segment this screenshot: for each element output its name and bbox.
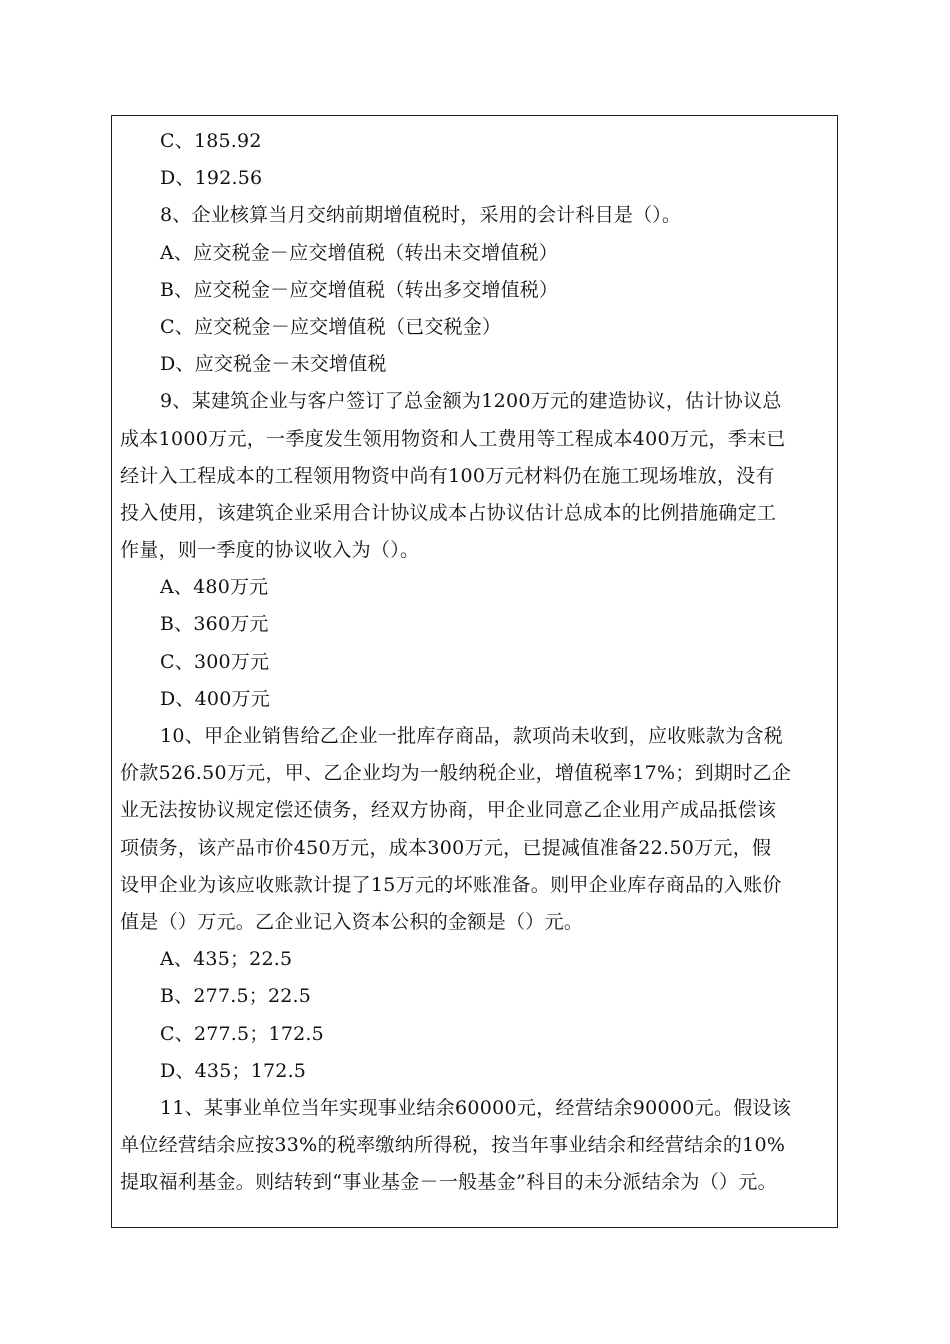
question-11 [120, 1090, 826, 1202]
option-line: C、应交税金－应交增值税（已交税金） [160, 315, 502, 338]
option-line: A、应交税金－应交增值税（转出未交增值税） [160, 241, 558, 264]
question-text-line: 经计入工程成本的工程领用物资中尚有100万元材料仍在施工现场堆放，没有 [120, 464, 775, 487]
question-text-line: 投入使用，该建筑企业采用合计协议成本占协议估计总成本的比例措施确定工 [120, 501, 777, 524]
question-10 [120, 718, 826, 941]
question-text-line: 作量，则一季度的协议收入为（）。 [120, 539, 420, 562]
question-text-line: 提取福利基金。则结转到“事业基金－一般基金”科目的未分派结余为（）元。 [120, 1171, 777, 1194]
question-text-line: 11、某事业单位当年实现事业结余60000元，经营结余90000元。假设该 [160, 1096, 792, 1119]
question-text-line: 10、甲企业销售给乙企业一批库存商品，款项尚未收到，应收账款为含税 [160, 725, 784, 747]
option-line: D、435；172.5 [160, 1059, 307, 1082]
option-line: D、应交税金－未交增值税 [160, 353, 387, 376]
question-text-line: 单位经营结余应按33%的税率缴纳所得税，按当年事业结余和经营结余的10% [120, 1134, 786, 1157]
option-line: D、192.56 [160, 167, 263, 190]
question-text-line: 成本1000万元，一季度发生领用物资和人工费用等工程成本400万元，季末已 [120, 427, 786, 450]
option-line: D、400万元 [160, 687, 270, 710]
option-line: B、应交税金－应交增值税（转出多交增值税） [160, 278, 559, 301]
option-line: B、277.5；22.5 [160, 985, 312, 1008]
document-frame [111, 115, 838, 1228]
option-line: C、300万元 [160, 650, 270, 673]
option-line: A、435；22.5 [160, 948, 293, 971]
option-line: C、277.5；172.5 [160, 1022, 324, 1045]
option-line: B、360万元 [160, 613, 269, 636]
question-text-line: 值是（）万元。乙企业记入资本公积的金额是（）元。 [120, 910, 584, 933]
question-text-line: 9、某建筑企业与客户签订了总金额为1200万元的建造协议，估计协议总 [160, 390, 782, 413]
question-text-line: 项债务，该产品市价450万元，成本300万元，已提减值准备22.50万元，假 [120, 836, 772, 859]
option-line: A、480万元 [160, 576, 269, 599]
question-text-line: 价款526.50万元，甲、乙企业均为一般纳税企业，增值税率17%；到期时乙企 [120, 762, 792, 785]
question-8: 8、企业核算当月交纳前期增值税时，采用的会计科目是（）。 [160, 204, 682, 227]
document-body [120, 123, 826, 1201]
question-9 [120, 383, 826, 569]
question-text-line: 设甲企业为该应收账款计提了15万元的坏账准备。则甲企业库存商品的入账价 [120, 873, 782, 896]
option-line: C、185.92 [160, 130, 262, 152]
question-text-line: 业无法按协议规定偿还债务，经双方协商，甲企业同意乙企业用产成品抵偿该 [120, 799, 777, 822]
